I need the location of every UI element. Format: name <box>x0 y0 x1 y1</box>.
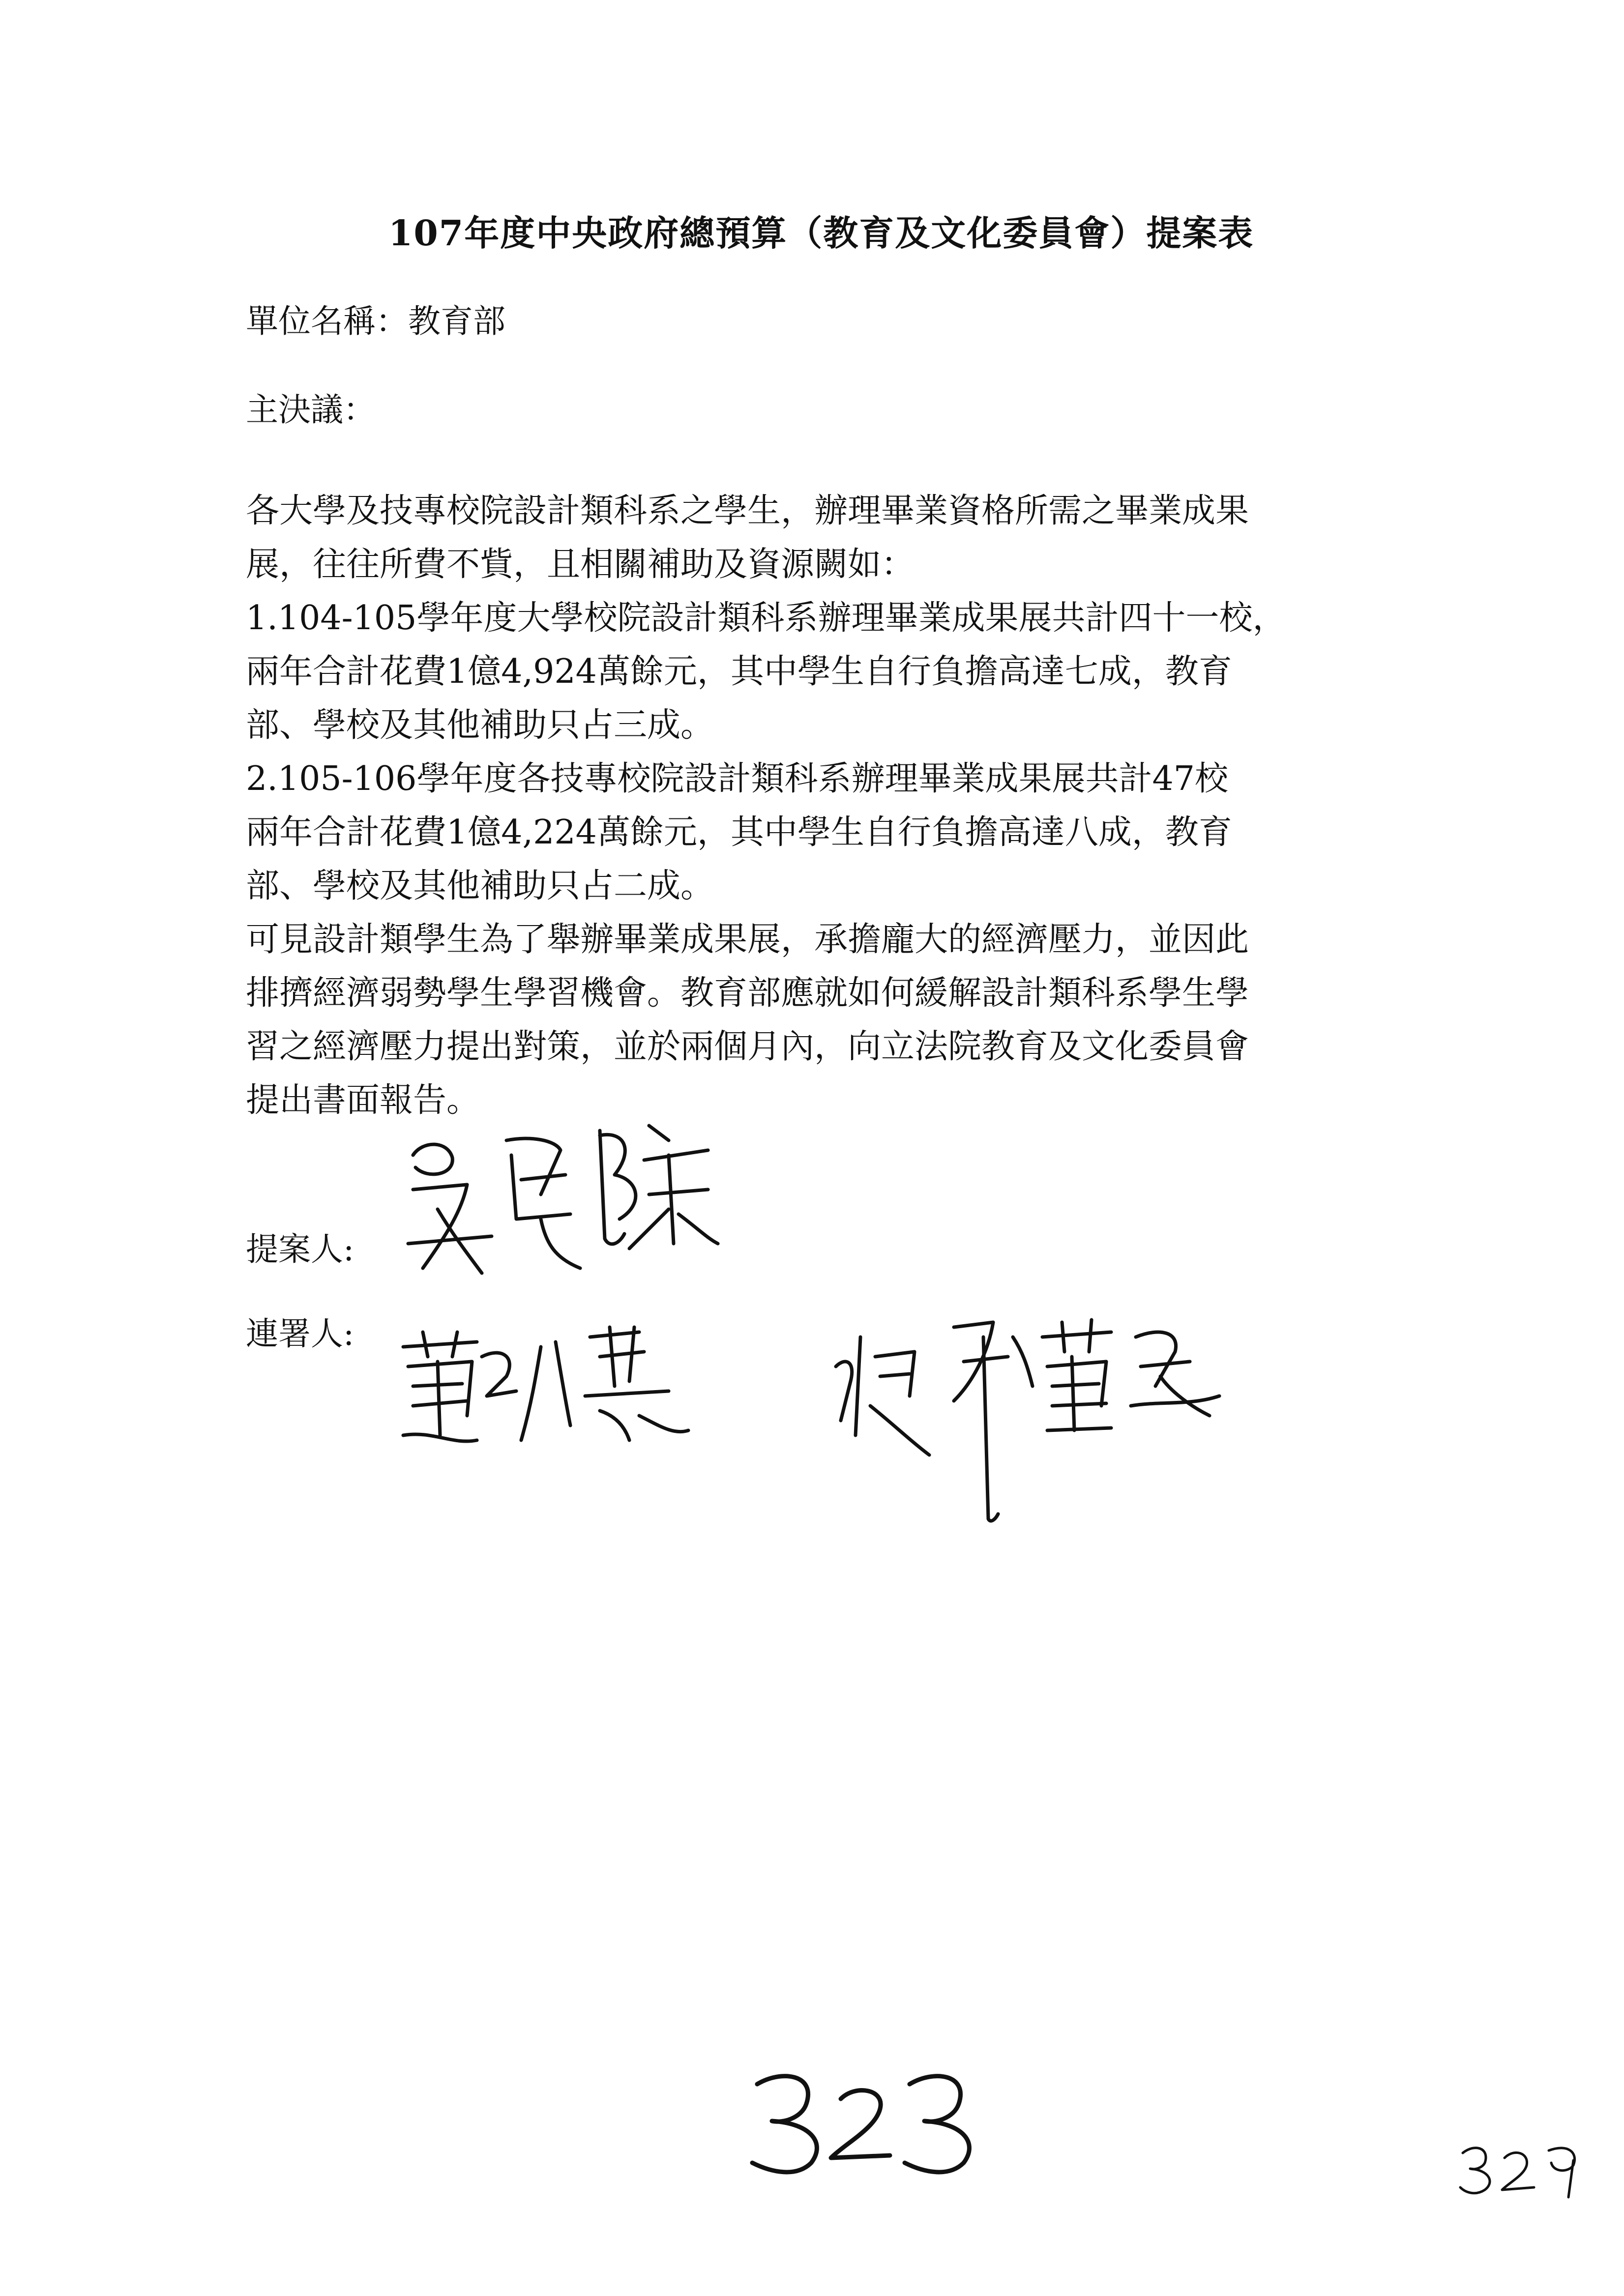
cosigner-label: 連署人: <box>246 1315 354 1353</box>
handwritten-corner-number <box>1455 2138 1583 2202</box>
body-line: 排擠經濟弱勢學生學習機會。教育部應就如何緩解設計類科系學生學 <box>246 974 1249 1013</box>
handwritten-page-number <box>742 2064 988 2178</box>
unit-name-line: 單位名稱：教育部 <box>246 302 505 340</box>
body-line: 1.104-105學年度大學校院設計類科系辦理畢業成果展共計四十一校， <box>246 599 1286 638</box>
body-line: 提出書面報告。 <box>246 1081 480 1120</box>
body-line: 展，往往所費不貲，且相關補助及資源闕如： <box>246 545 915 584</box>
body-line: 習之經濟壓力提出對策，並於兩個月內，向立法院教育及文化委員會 <box>246 1027 1249 1066</box>
document-title: 107年度中央政府總預算（教育及文化委員會）提案表 <box>388 212 1254 254</box>
body-line: 各大學及技專校院設計類科系之學生，辦理畢業資格所需之畢業成果 <box>246 492 1249 530</box>
body-line: 兩年合計花費1億4,224萬餘元，其中學生自行負擔高達八成，教育 <box>246 813 1232 852</box>
body-line: 部、學校及其他補助只占二成。 <box>246 867 714 905</box>
body-line: 可見設計類學生為了舉辦畢業成果展，承擔龐大的經濟壓力，並因此 <box>246 920 1249 959</box>
resolution-body <box>246 484 1377 1127</box>
proposer-label: 提案人: <box>246 1230 354 1268</box>
cosigner-signature-1 <box>393 1327 698 1465</box>
body-line: 兩年合計花費1億4,924萬餘元，其中學生自行負擔高達七成，教育 <box>246 652 1232 691</box>
main-resolution-label: 主決議： <box>246 391 376 429</box>
body-line: 部、學校及其他補助只占三成。 <box>246 706 714 745</box>
cosigner-signature-2 <box>816 1308 1259 1529</box>
proposer-signature <box>393 1121 797 1327</box>
body-line: 2.105-106學年度各技專校院設計類科系辦理畢業成果展共計47校 <box>246 759 1228 798</box>
